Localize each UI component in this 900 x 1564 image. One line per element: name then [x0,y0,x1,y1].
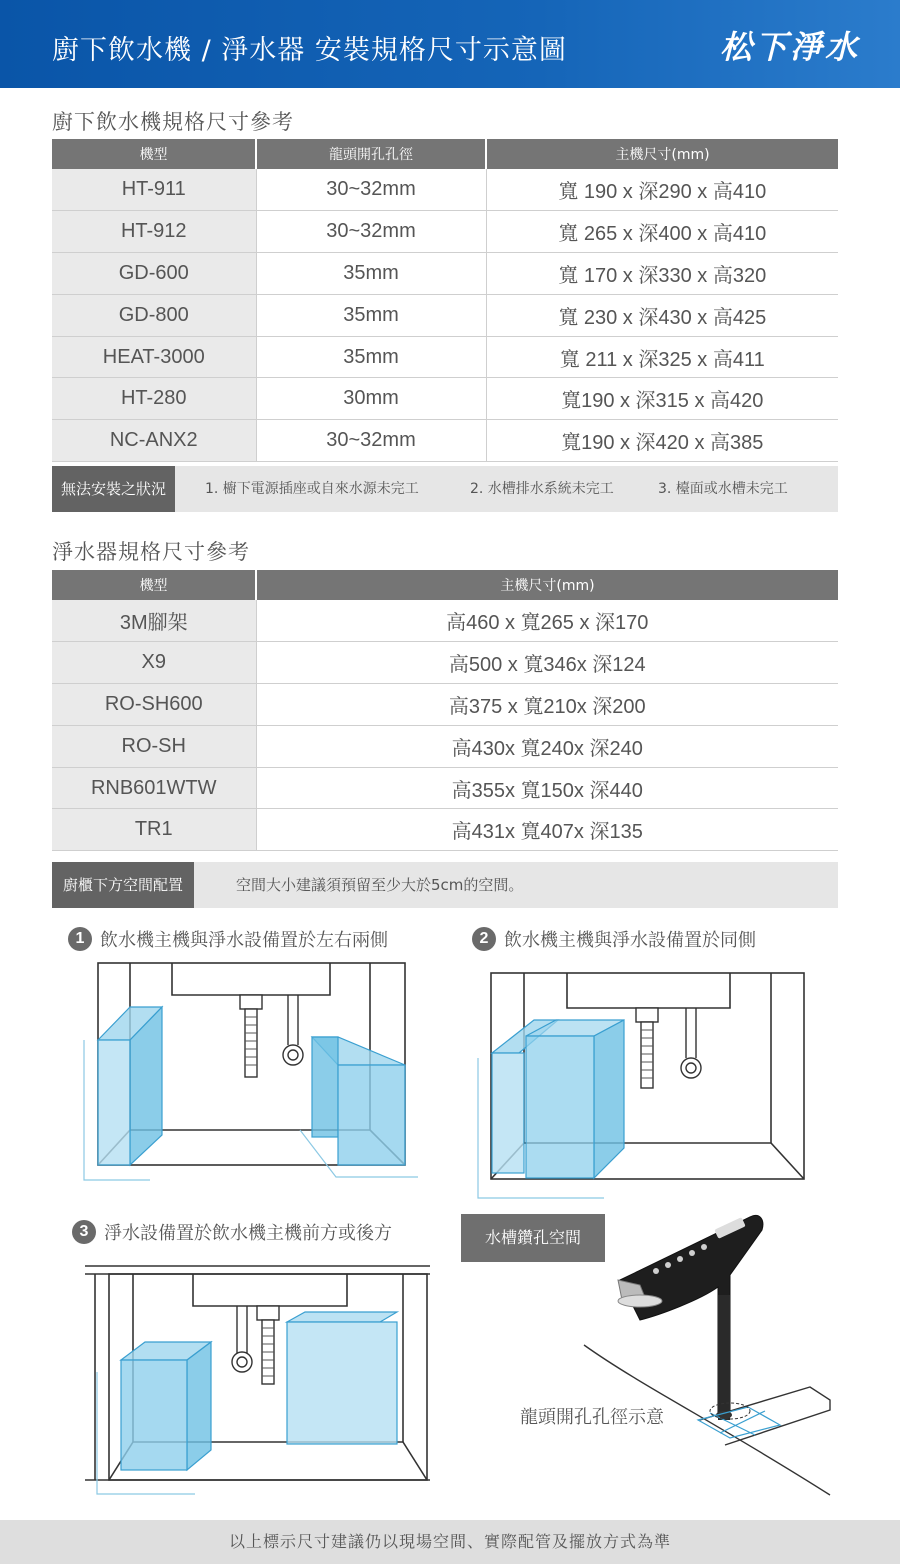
dispenser-spec-table [52,139,838,462]
restriction-label: 無法安裝之狀況 [52,466,175,512]
table-row [52,169,838,211]
model-cell: GD-800 [52,294,256,336]
case-label: 飲水機主機與淨水設備置於同側 [504,930,756,951]
size-cell: 高375 x 寬210x 深200 [256,684,838,726]
table-row [52,600,838,642]
table-row [52,211,838,253]
cabinet-space-label: 廚櫃下方空間配置 [52,862,194,908]
model-cell: RO-SH600 [52,684,256,726]
table1-title: 廚下飲水機規格尺寸參考 [52,110,294,134]
restriction-item: 1. 櫥下電源插座或自來水源未完工 [205,481,419,497]
model-cell: RNB601WTW [52,767,256,809]
model-cell: 3M腳架 [52,600,256,642]
faucet-caption: 龍頭開孔孔徑示意 [520,1407,664,1428]
table-row [52,378,838,420]
col-model: 機型 [52,139,256,169]
model-cell: X9 [52,642,256,684]
page-header [0,0,900,88]
size-cell: 寬 230 x 深430 x 高425 [486,294,838,336]
model-cell: RO-SH [52,725,256,767]
table2-title: 淨水器規格尺寸參考 [52,540,250,564]
cabinet-diagram-same-side [474,968,814,1203]
size-cell: 寬 190 x 深290 x 高410 [486,169,838,211]
size-cell: 寬190 x 深420 x 高385 [486,420,838,462]
model-cell: GD-600 [52,253,256,295]
model-cell: HEAT-3000 [52,336,256,378]
size-cell: 寬 170 x 深330 x 高320 [486,253,838,295]
size-cell: 寬190 x 深315 x 高420 [486,378,838,420]
hole-cell: 30mm [256,378,486,420]
number-1-icon: 1 [68,927,92,951]
model-cell: HT-280 [52,378,256,420]
model-cell: TR1 [52,809,256,851]
table-row [52,725,838,767]
cabinet-diagram-front-back [85,1262,430,1502]
footer-note: 以上標示尺寸建議仍以現場空間、實際配管及擺放方式為準 [0,1520,900,1564]
size-cell: 高500 x 寬346x 深124 [256,642,838,684]
col-hole: 龍頭開孔孔徑 [256,139,486,169]
case-label: 淨水設備置於飲水機主機前方或後方 [104,1223,392,1244]
size-cell: 寬 265 x 深400 x 高410 [486,211,838,253]
hole-cell: 35mm [256,294,486,336]
table-row [52,642,838,684]
table-row [52,767,838,809]
model-cell: HT-912 [52,211,256,253]
hole-cell: 30~32mm [256,211,486,253]
table-header-row [52,139,838,169]
col-model: 機型 [52,570,256,600]
table-row [52,253,838,295]
install-restriction-box [52,466,838,512]
hole-cell: 30~32mm [256,169,486,211]
table-row [52,294,838,336]
cabinet-diagram-side-by-side [80,955,420,1190]
restriction-item: 3. 檯面或水槽未完工 [658,481,788,497]
col-size: 主機尺寸(mm) [256,570,838,600]
number-2-icon: 2 [472,927,496,951]
size-cell: 高430x 寬240x 深240 [256,725,838,767]
size-cell: 寬 211 x 深325 x 高411 [486,336,838,378]
brand-logo: 松下淨水 [719,28,860,66]
case-2-title [472,926,756,952]
model-cell: HT-911 [52,169,256,211]
faucet-illustration [580,1205,840,1505]
sink-hole-tag: 水槽鑽孔空間 [461,1214,605,1262]
page-title: 廚下飲水機 / 淨水器 安裝規格尺寸示意圖 [52,35,567,66]
restriction-item: 2. 水槽排水系統未完工 [470,481,614,497]
hole-cell: 30~32mm [256,420,486,462]
col-size: 主機尺寸(mm) [486,139,838,169]
table-row [52,336,838,378]
size-cell: 高460 x 寬265 x 深170 [256,600,838,642]
number-3-icon: 3 [72,1220,96,1244]
size-cell: 高431x 寬407x 深135 [256,809,838,851]
table-row [52,809,838,851]
table-row [52,684,838,726]
model-cell: NC-ANX2 [52,420,256,462]
hole-cell: 35mm [256,336,486,378]
purifier-spec-table [52,570,838,851]
cabinet-space-text: 空間大小建議須預留至少大於5cm的空間。 [236,876,524,894]
hole-cell: 35mm [256,253,486,295]
size-cell: 高355x 寬150x 深440 [256,767,838,809]
case-label: 飲水機主機與淨水設備置於左右兩側 [100,930,388,951]
case-3-title [72,1219,392,1245]
case-1-title [68,926,388,952]
table-header-row [52,570,838,600]
table-row [52,420,838,462]
cabinet-space-box [52,862,838,908]
